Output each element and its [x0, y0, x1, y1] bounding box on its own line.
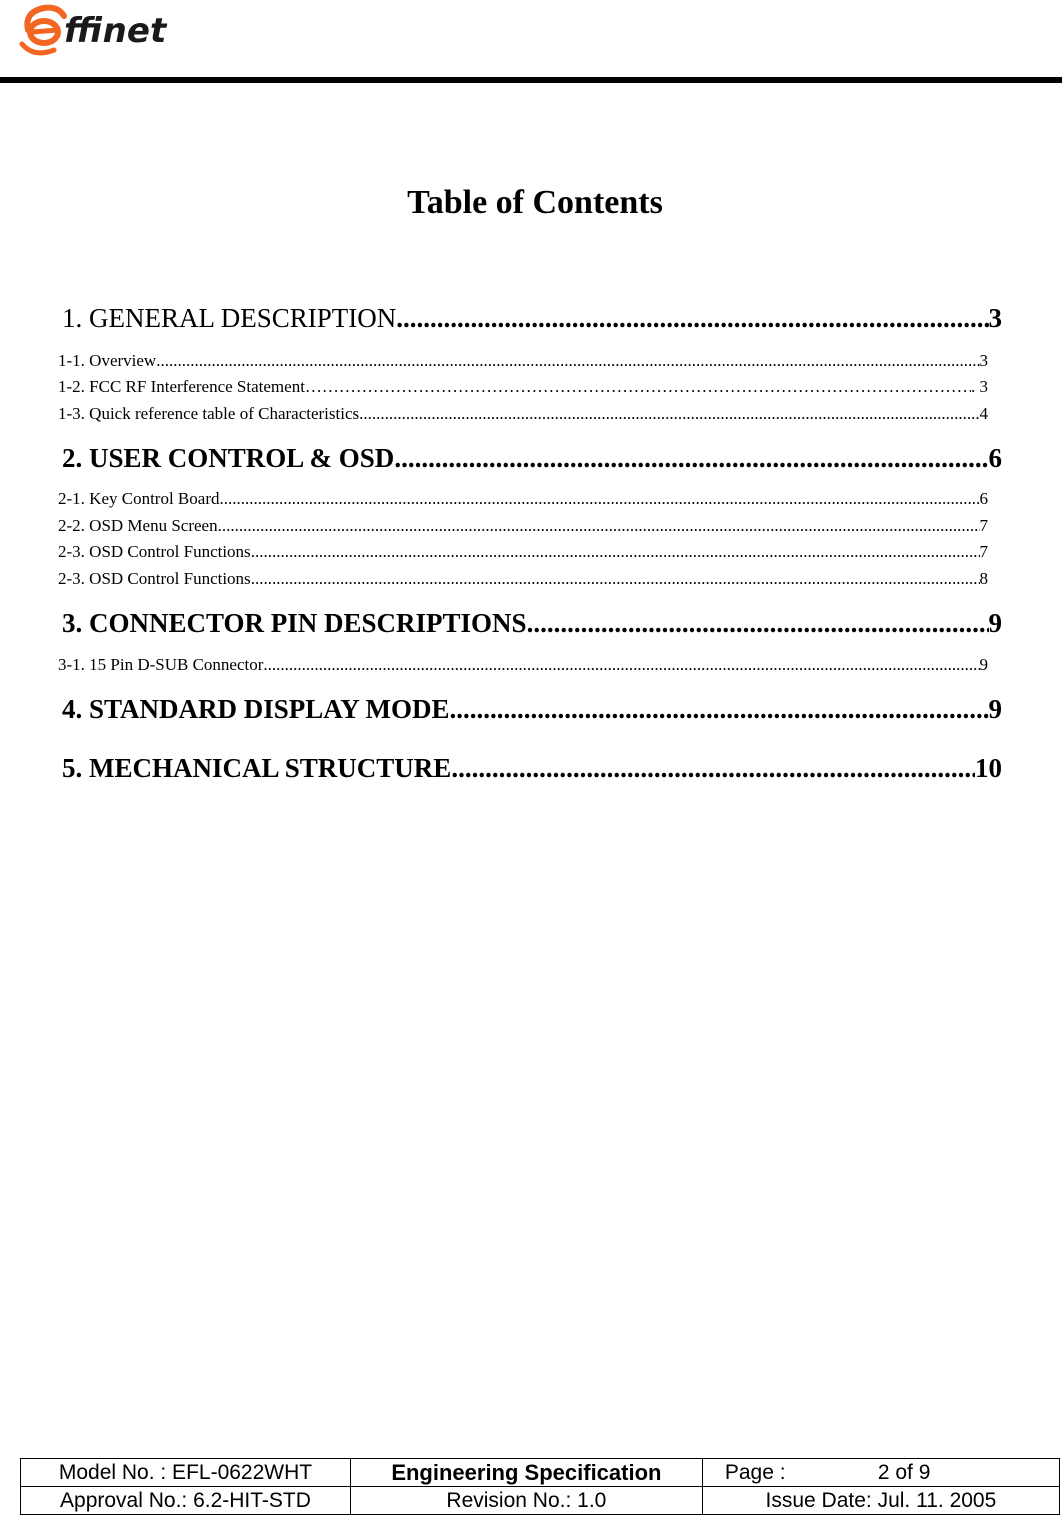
toc-leader-dots: [156, 351, 979, 371]
svg-text:ffinet: ffinet: [64, 11, 167, 51]
header-rule: [0, 77, 1062, 83]
toc-entry-page: 10: [975, 753, 1002, 783]
toc-entry-key-control-board[interactable]: [58, 489, 988, 511]
spec-title-cell: Engineering Specification: [350, 1459, 702, 1487]
toc-entry-page: 9: [988, 608, 1002, 638]
toc-leader-dots: [219, 489, 979, 509]
toc-entry-page: 9: [988, 694, 1002, 724]
toc-entry-page: 7: [979, 542, 988, 561]
toc-entry-label: 2. USER CONTROL & OSD: [62, 443, 395, 473]
toc-entry-label: 2-1. Key Control Board: [58, 489, 220, 508]
page-number-cell: [702, 1459, 1059, 1487]
issue-date-cell: Issue Date: Jul. 11. 2005: [702, 1487, 1059, 1515]
toc-leader-dots: [451, 753, 975, 784]
toc-entry-dsub-connector[interactable]: [58, 655, 988, 677]
toc-entry-connector-pin-descriptions[interactable]: [62, 608, 1002, 642]
document-footer-table: [20, 1458, 1060, 1515]
toc-entry-osd-control-functions[interactable]: [58, 542, 988, 564]
toc-entry-osd-menu-screen[interactable]: [58, 516, 988, 538]
toc-entry-page: . 3: [971, 377, 988, 396]
revision-no-cell: Revision No.: 1.0: [350, 1487, 702, 1515]
toc-entry-page: 3: [979, 351, 988, 370]
toc-entry-overview[interactable]: [58, 351, 988, 373]
toc-entry-label: 1-3. Quick reference table of Characteristics: [58, 404, 360, 423]
toc-entry-fcc-statement[interactable]: [58, 377, 988, 399]
page-label: Page :: [724, 1460, 786, 1484]
model-no-cell: Model No. : EFL-0622WHT: [21, 1459, 351, 1487]
toc-leader-dots: [394, 443, 988, 474]
toc-leader-dots: [263, 655, 979, 675]
toc-leader-dots: [251, 569, 980, 589]
toc-leader-dots: [305, 377, 971, 397]
page-title: Table of Contents: [407, 184, 663, 221]
toc-entry-mechanical-structure[interactable]: [62, 753, 1002, 787]
toc-entry-user-control-osd[interactable]: [62, 443, 1002, 477]
toc-entry-page: 6: [979, 489, 988, 508]
toc-leader-dots: [359, 404, 979, 424]
toc-leader-dots: [251, 542, 980, 562]
toc-entry-page: 4: [979, 404, 988, 423]
toc-entry-label: 1-2. FCC RF Interference Statement: [58, 377, 305, 396]
toc-entry-standard-display-mode[interactable]: [62, 694, 1002, 728]
toc-leader-dots: [527, 608, 989, 639]
toc-entry-page: 3: [988, 303, 1002, 333]
approval-no-cell: Approval No.: 6.2-HIT-STD: [21, 1487, 351, 1515]
toc-entry-page: 7: [979, 516, 988, 535]
effinet-logo: [14, 0, 184, 58]
toc-entry-label: 1. GENERAL DESCRIPTION: [62, 303, 397, 333]
toc-entry-general-description[interactable]: [62, 303, 1002, 337]
toc-entry-label: 1-1. Overview: [58, 351, 157, 370]
toc-leader-dots: [450, 694, 989, 725]
toc-leader-dots: [396, 303, 988, 334]
toc-entry-page: 6: [988, 443, 1002, 473]
toc-entry-osd-control-functions-2[interactable]: [58, 569, 988, 591]
toc-entry-page: 8: [979, 569, 988, 588]
toc-leader-dots: [218, 516, 980, 536]
toc-entry-label: 3. CONNECTOR PIN DESCRIPTIONS: [62, 608, 527, 638]
toc-entry-label: 4. STANDARD DISPLAY MODE: [62, 694, 450, 724]
toc-entry-label: 5. MECHANICAL STRUCTURE: [62, 753, 452, 783]
toc-entry-label: 2-2. OSD Menu Screen: [58, 516, 218, 535]
toc-entry-label: 2-3. OSD Control Functions: [58, 542, 251, 561]
toc-entry-page: 9: [979, 655, 988, 674]
page-value: 2 of 9: [877, 1460, 931, 1484]
toc-entry-label: 3-1. 15 Pin D-SUB Connector: [58, 655, 264, 674]
toc-entry-label: 2-3. OSD Control Functions: [58, 569, 251, 588]
toc-entry-quick-reference[interactable]: [58, 404, 988, 426]
